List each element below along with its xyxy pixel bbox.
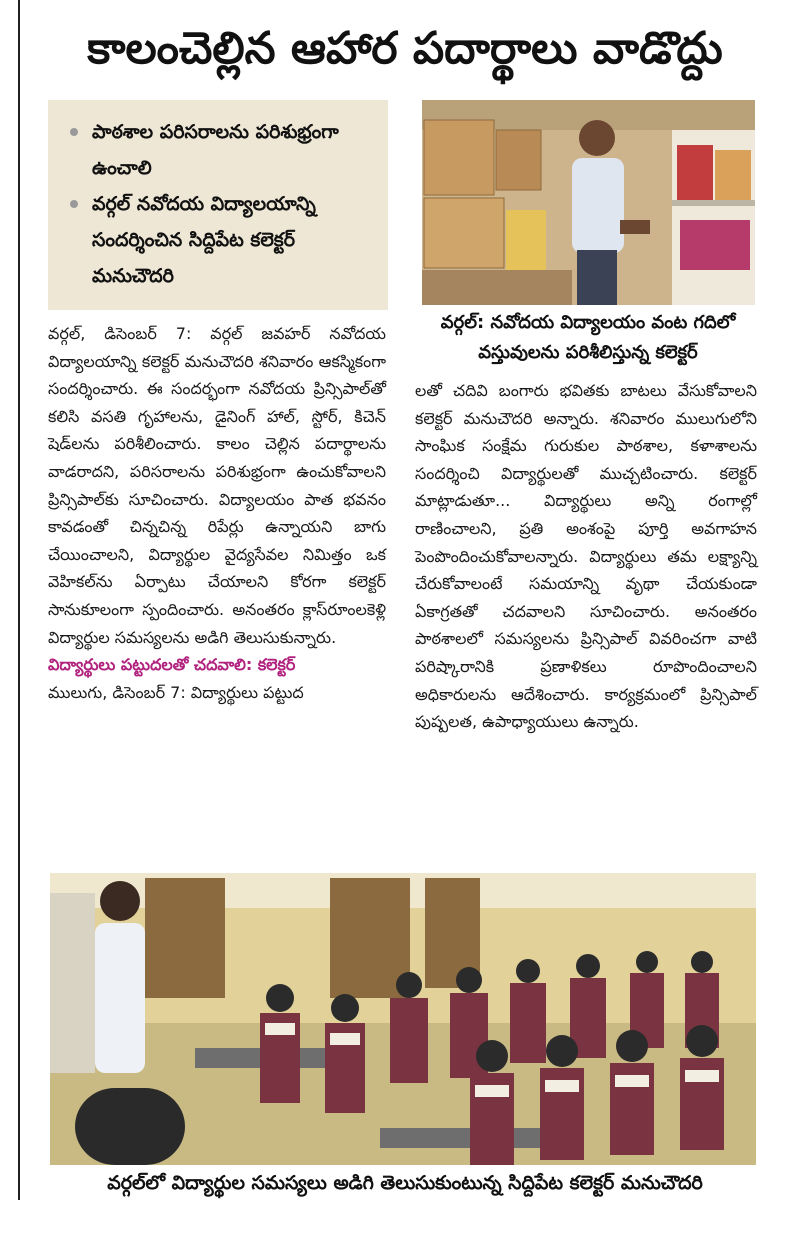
photo-classroom [50,873,756,1165]
classroom-illustration [50,873,756,1165]
highlight-item: పాఠశాల పరిసరాలను పరిశుభ్రంగా ఉంచాలి [92,114,372,186]
photo-kitchen-inspection [422,100,755,305]
article-body: ములుగు, డిసెంబర్ 7: విద్యార్థులు పట్టుద [48,682,304,702]
article-body: లతో చదివి బంగారు భవితకు బాటలు వేసుకోవాలని కలెక్టర్ మనుచౌదరి అన్నారు. శనివారం ములుగులోని సాంఘిక సంక్షేమ గురుకుల పాఠశాల, కళాశాలను సందర్శించి విద్యార్థులతో ముచ్చటించారు. కలెక్టర్ మాట్లాడుతూ... విద్యార్థులు అన్ని రంగాల్లో రాణించాలని, ప్రతి అంశంపై పూర్తి అవగాహన పెంపొందించుకోవాలన్నారు. విద్యార్థులు తమ లక్ష్యాన్ని చేరుకోవాలంటే సమయాన్ని వృథా చేయకుండా ఏకాగ్రతతో చదవాలని సూచించారు. అనంతరం పాఠశాలలో సమస్యలను ప్రిన్సిపాల్ వివరించగా వాటి పరిష్కారానికి ప్రణాళికలు రూపొందించాలని అధికారులను ఆదేశించారు. కార్యక్రమంలో ప్రిన్సిపాల్ పుష్పలత, ఉపాధ్యాయులు ఉన్నారు. [415,381,757,732]
highlights-list [48,100,388,294]
highlight-item: వర్గల్ నవోదయ విద్యాలయాన్ని సందర్శించిన సిద్దిపేట కలెక్టర్ మనుచౌదరి [92,186,372,294]
article-column-1 [48,320,386,706]
headline: కాలంచెల్లిన ఆహార పదార్థాలు వాడొద్దు [87,23,723,74]
article-column-2 [415,377,757,736]
photo-caption: వర్గల్: నవోదయ విద్యాలయం వంట గదిలో వస్తువులను పరిశీలిస్తున్న కలెక్టర్ [440,312,736,363]
photo-caption: వర్గల్‌లో విద్యార్థుల సమస్యలు అడిగి తెలుసుకుంటున్న సిద్దిపేట కలెక్టర్ మనుచౌదరి [107,1172,703,1194]
kitchen-store-illustration [422,100,755,305]
article-subheading: విద్యార్థులు పట్టుదలతో చదవాలి: కలెక్టర్ [48,655,296,675]
article-body: వర్గల్, డిసెంబర్ 7: వర్గల్ జవహర్ నవోదయ విద్యాలయాన్ని కలెక్టర్ మనుచౌదరి శనివారం ఆకస్మికంగా సందర్శించారు. ఈ సందర్భంగా నవోదయ ప్రిన్సిపాల్‌తో కలిసి వసతి గృహాలను, డైనింగ్ హాల్, స్టోర్, కిచెన్ షెడ్‌లను పరిశీలించారు. కాలం చెల్లిన పదార్థాలను వాడరాదని, పరిసరాలను పరిశుభ్రంగా ఉంచుకోవాలని ప్రిన్సిపాల్‌కు సూచించారు. విద్యాలయం పాత భవనం కావడంతో చిన్నచిన్న రిపేర్లు ఉన్నాయని బాగు చేయించాలని, విద్యార్థుల వైద్యసేవల నిమిత్తం ఒక వెహికల్‌ను ఏర్పాటు చేయాలని కోరగా కలెక్టర్ సానుకూలంగా స్పందించారు. అనంతరం క్లాస్‌రూంలకెళ్లి విద్యార్థుల సమస్యలను అడిగి తెలుసుకున్నారు. [48,324,386,647]
highlights-box [48,100,388,310]
left-column-rule [18,0,20,1200]
